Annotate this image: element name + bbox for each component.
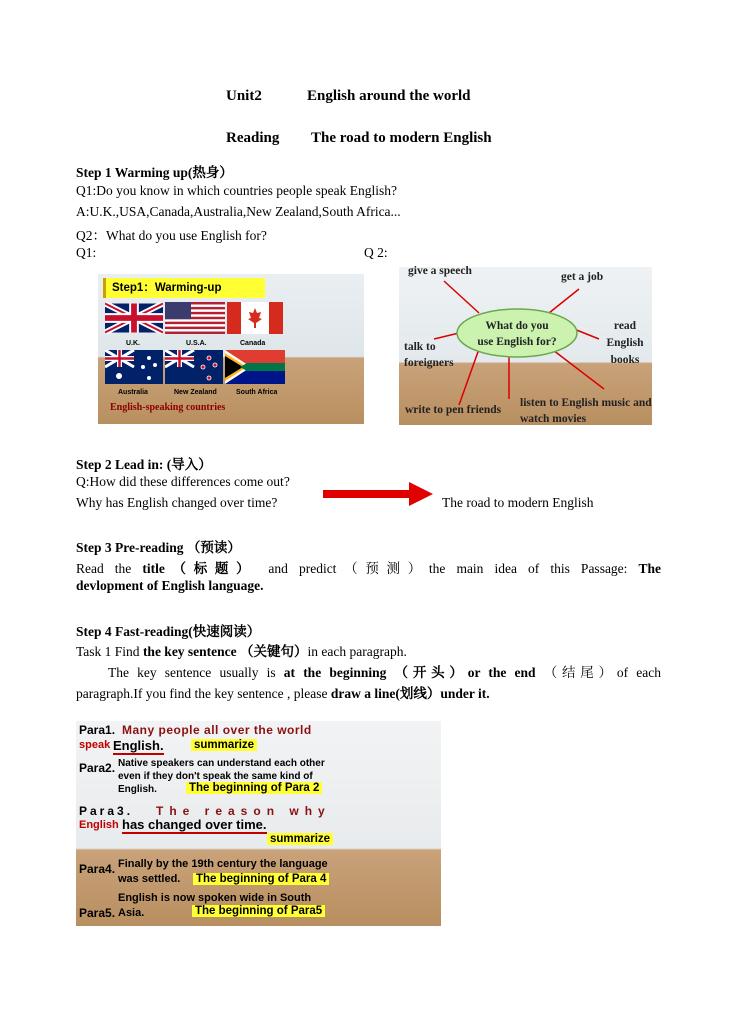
q2-label: Q 2: (364, 245, 388, 260)
canada-flag-icon (227, 302, 283, 334)
para1-tag: summarize (191, 739, 257, 751)
south-africa-label: South Africa (236, 389, 278, 396)
para2-label: Para2. (79, 761, 116, 775)
step2-why: Why has English changed over time? (76, 495, 278, 510)
step1-heading: Step 1 Warming up(热身） (76, 165, 233, 180)
item-read-english-books: read English books (606, 320, 644, 366)
australia-label: Australia (118, 389, 148, 396)
unit-label: Unit2 (226, 88, 262, 104)
usa-label: U.S.A. (186, 340, 207, 347)
step1-q1: Q1:Do you know in which countries people speak English? (76, 183, 397, 198)
south-africa-flag-icon (225, 350, 285, 384)
unit-title: English around the world (307, 88, 471, 104)
para4-line2: was settled. (118, 873, 181, 885)
step2-question: Q:How did these differences come out? (76, 474, 290, 489)
step2-heading: Step 2 Lead in: (导入） (76, 457, 212, 472)
para2-line1: Native speakers can understand each other (118, 758, 325, 769)
item-write-to-pen-friends: write to pen friends (405, 404, 502, 416)
canada-label: Canada (240, 340, 266, 347)
step4-para-line1: The key sentence usually is at the beginning （开头）or the end （结尾）of each (108, 665, 661, 680)
task1-line: Task 1 Find the key sentence （关键句）in each paragraph. (76, 644, 407, 659)
para3-rest: has changed over time. (122, 817, 267, 832)
para1-speak: speak (79, 739, 111, 751)
warming-up-banner: Step1：Warming-up (103, 278, 265, 298)
para4-line1: Finally by the 19th century the language (118, 858, 328, 870)
uk-flag-icon (105, 302, 163, 334)
step1-answer: A:U.K.,USA,Canada,Australia,New Zealand,South Africa... (76, 204, 401, 219)
red-arrow-icon (323, 479, 435, 509)
para5-line2: Asia. (118, 907, 145, 919)
step4-heading: Step 4 Fast-reading(快速阅读） (76, 624, 261, 639)
reading-title: The road to modern English (311, 130, 492, 146)
english-speaking-caption: English-speaking countries (110, 402, 226, 413)
step4-para-line2: paragraph.If you find the key sentence , please draw a line(划线）under it. (76, 686, 490, 701)
para3-label: Para3. (79, 804, 134, 818)
item-get-a-job: get a job (561, 271, 604, 283)
para5-line1: English is now spoken wide in South (118, 892, 312, 904)
uk-label: U.K. (126, 340, 140, 347)
para4-label: Para4. (79, 862, 116, 876)
para3-tag: summarize (267, 833, 333, 845)
key-sentence-image (76, 721, 441, 926)
para3-english: English (79, 819, 119, 831)
warming-up-image (98, 274, 364, 424)
item-talk-to-foreigners: talk to foreigners (404, 341, 454, 369)
new-zealand-flag-icon (165, 350, 223, 384)
step3-line2: devlopment of English language. (76, 578, 264, 593)
para4-tag: The beginning of Para 4 (193, 873, 329, 885)
para1-text: Many people all over the world (122, 723, 312, 737)
item-listen-to-english: listen to English music and watch movies (520, 397, 652, 425)
q1-label: Q1: (76, 245, 97, 260)
mind-map-center: What do you use English for? (477, 320, 557, 348)
para2-line3: English. (118, 784, 157, 795)
item-give-a-speech: give a speech (408, 265, 472, 277)
step2-target: The road to modern English (442, 495, 594, 510)
para1-english: English. (113, 738, 164, 753)
para2-line2: even if they don't speak the same kind of (118, 771, 313, 782)
reading-label: Reading (226, 130, 280, 146)
new-zealand-label: New Zealand (174, 389, 217, 396)
mind-map-image (399, 267, 652, 425)
para5-tag: The beginning of Para5 (192, 905, 325, 917)
usa-flag-icon (165, 302, 225, 334)
para2-tag: The beginning of Para 2 (186, 782, 322, 794)
para1-label: Para1. (79, 723, 116, 737)
step3-heading: Step 3 Pre-reading （预读） (76, 540, 241, 555)
para5-label: Para5. (79, 906, 116, 920)
step1-q2: Q2：What do you use English for? (76, 228, 267, 243)
australia-flag-icon (105, 350, 163, 384)
para3-text: The reason why (156, 804, 331, 818)
step3-line1: Read the title（标题） and predict（预测）the main idea of this Passage: The (76, 561, 662, 576)
